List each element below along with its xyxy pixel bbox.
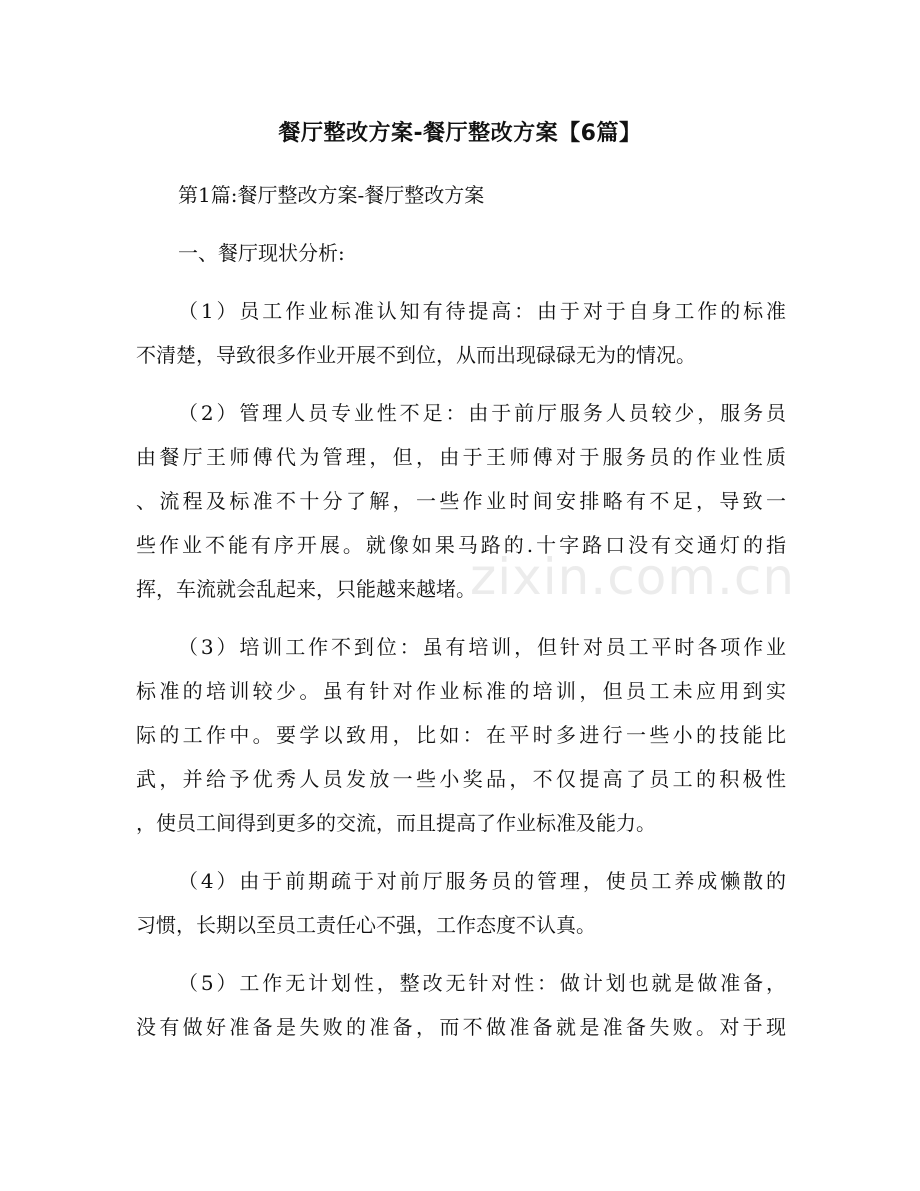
paragraph-line: 由餐厅王师傅代为管理，但，由于王师傅对于服务员的作业性质 — [136, 445, 786, 469]
paragraph-line: 没有做好准备是失败的准备，而不做准备就是准备失败。对于现 — [136, 1015, 786, 1039]
paragraph-line: 、流程及标准不十分了解，一些作业时间安排略有不足，导致一 — [136, 489, 786, 513]
paragraph-line: 标准的培训较少。虽有针对作业标准的培训，但员工未应用到实 — [136, 679, 786, 703]
paragraph-line: 挥，车流就会乱起来，只能越来越堵。 — [136, 577, 476, 601]
document-title: 餐厅整改方案-餐厅整改方案【6篇】 — [278, 121, 642, 146]
paragraph-line: （1）员工作业标准认知有待提高：由于对于自身工作的标准 — [178, 299, 786, 323]
paragraph-line: 习惯，长期以至员工责任心不强，工作态度不认真。 — [136, 913, 596, 937]
article-subtitle: 第1篇:餐厅整改方案-餐厅整改方案 — [178, 183, 485, 207]
paragraph-line: （2）管理人员专业性不足：由于前厅服务人员较少，服务员 — [178, 401, 786, 425]
paragraph-line: 些作业不能有序开展。就像如果马路的.十字路口没有交通灯的指 — [136, 533, 786, 557]
paragraph-line: 际的工作中。要学以致用，比如：在平时多进行一些小的技能比 — [136, 723, 786, 747]
paragraph-line: （3）培训工作不到位：虽有培训，但针对员工平时各项作业 — [178, 635, 786, 659]
paragraph-line: 不清楚，导致很多作业开展不到位，从而出现碌碌无为的情况。 — [136, 343, 696, 367]
paragraph-line: ，使员工间得到更多的交流，而且提高了作业标准及能力。 — [136, 811, 656, 835]
section-heading: 一、餐厅现状分析: — [178, 241, 345, 265]
paragraph-line: （5）工作无计划性，整改无针对性：做计划也就是做准备， — [178, 971, 786, 995]
watermark: zixin.com.cn — [470, 548, 796, 606]
paragraph-line: 武，并给予优秀人员发放一些小奖品，不仅提高了员工的积极性 — [136, 767, 786, 791]
paragraph-line: （4）由于前期疏于对前厅服务员的管理，使员工养成懒散的 — [178, 869, 786, 893]
